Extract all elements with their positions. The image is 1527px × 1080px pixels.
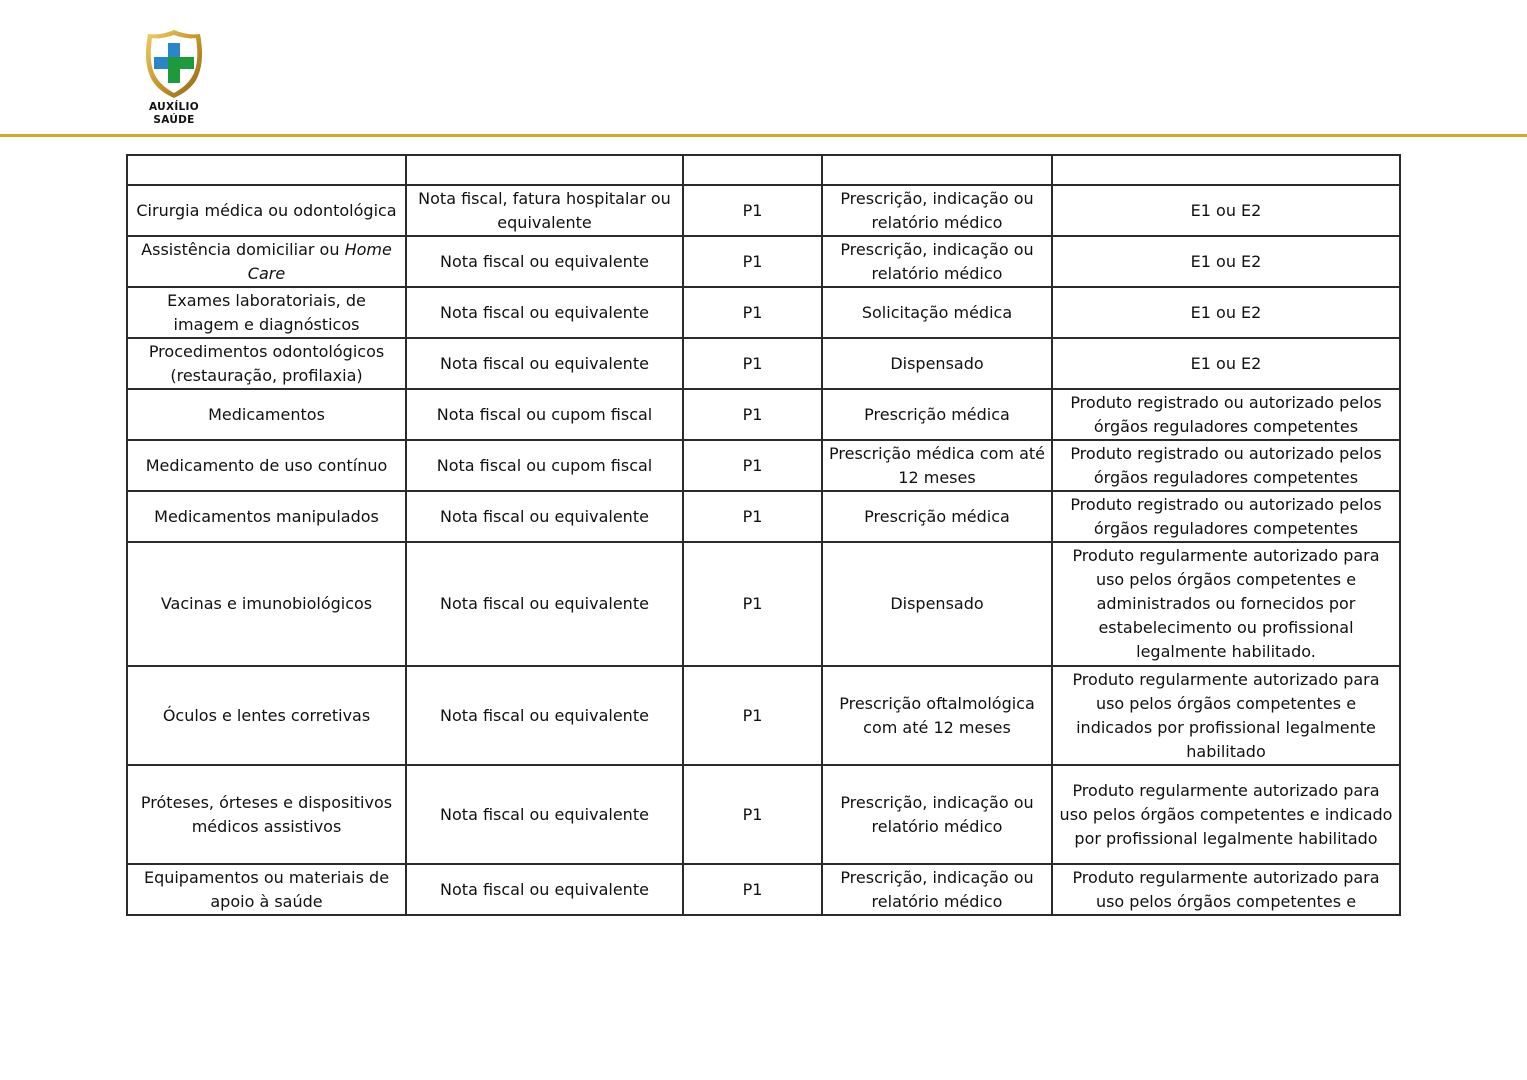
extra-requirement-cell: Produto regularmente autorizado para uso pelos órgãos competentes e — [1052, 864, 1400, 915]
proof-code-cell: P1 — [683, 338, 822, 389]
table-row — [127, 542, 1400, 666]
header-cell — [683, 155, 822, 185]
document-cell: Nota fiscal ou equivalente — [406, 236, 683, 287]
header-divider — [0, 134, 1527, 137]
proof-code-cell: P1 — [683, 765, 822, 864]
table-row — [127, 287, 1400, 338]
extra-requirement-cell: Produto regularmente autorizado para uso pelos órgãos competentes e indicado por profissional legalmente habilitado — [1052, 765, 1400, 864]
expense-type-cell: Próteses, órteses e dispositivos médicos assistivos — [127, 765, 406, 864]
document-cell: Nota fiscal ou equivalente — [406, 864, 683, 915]
table-row — [127, 389, 1400, 440]
proof-code-cell: P1 — [683, 185, 822, 236]
logo-text-line1: AUXÍLIO — [149, 101, 199, 113]
proof-code-cell: P1 — [683, 440, 822, 491]
medical-cross-shield-icon — [140, 28, 208, 100]
table-row — [127, 338, 1400, 389]
document-cell: Nota fiscal ou equivalente — [406, 542, 683, 666]
requirement-cell: Prescrição, indicação ou relatório médico — [822, 765, 1052, 864]
document-cell: Nota fiscal ou equivalente — [406, 491, 683, 542]
proof-code-cell: P1 — [683, 287, 822, 338]
requirement-cell: Dispensado — [822, 542, 1052, 666]
expense-type-text: Assistência domiciliar ou — [141, 239, 345, 259]
expense-type-cell: Procedimentos odontológicos (restauração, profilaxia) — [127, 338, 406, 389]
document-cell: Nota fiscal ou cupom fiscal — [406, 389, 683, 440]
document-cell: Nota fiscal, fatura hospitalar ou equivalente — [406, 185, 683, 236]
document-cell: Nota fiscal ou equivalente — [406, 765, 683, 864]
header-cell — [406, 155, 683, 185]
table-row — [127, 236, 1400, 287]
expense-type-cell — [127, 236, 406, 287]
requirement-cell: Prescrição médica — [822, 389, 1052, 440]
page-header — [0, 0, 1527, 136]
expense-type-cell: Medicamentos — [127, 389, 406, 440]
requirement-cell: Prescrição, indicação ou relatório médico — [822, 864, 1052, 915]
extra-requirement-cell: E1 ou E2 — [1052, 185, 1400, 236]
expense-type-cell: Exames laboratoriais, de imagem e diagnósticos — [127, 287, 406, 338]
proof-code-cell: P1 — [683, 236, 822, 287]
document-cell: Nota fiscal ou cupom fiscal — [406, 440, 683, 491]
proof-code-cell: P1 — [683, 666, 822, 765]
document-cell: Nota fiscal ou equivalente — [406, 287, 683, 338]
proof-code-cell: P1 — [683, 491, 822, 542]
extra-requirement-cell: Produto registrado ou autorizado pelos órgãos reguladores competentes — [1052, 440, 1400, 491]
requirement-cell: Prescrição médica com até 12 meses — [822, 440, 1052, 491]
extra-requirement-cell: Produto registrado ou autorizado pelos órgãos reguladores competentes — [1052, 389, 1400, 440]
table-row — [127, 666, 1400, 765]
reimbursement-requirements-table — [126, 154, 1401, 916]
extra-requirement-cell: E1 ou E2 — [1052, 338, 1400, 389]
table-row — [127, 185, 1400, 236]
document-cell: Nota fiscal ou equivalente — [406, 338, 683, 389]
requirement-cell: Dispensado — [822, 338, 1052, 389]
table-row — [127, 864, 1400, 915]
requirement-cell: Prescrição, indicação ou relatório médico — [822, 185, 1052, 236]
extra-requirement-cell: E1 ou E2 — [1052, 236, 1400, 287]
expense-type-cell: Vacinas e imunobiológicos — [127, 542, 406, 666]
expense-type-cell: Cirurgia médica ou odontológica — [127, 185, 406, 236]
logo-text-line2: SAÚDE — [153, 114, 195, 126]
extra-requirement-cell: Produto regularmente autorizado para uso pelos órgãos competentes e indicados por profissional legalmente habilitado — [1052, 666, 1400, 765]
requirement-cell: Prescrição médica — [822, 491, 1052, 542]
requirement-cell: Prescrição, indicação ou relatório médico — [822, 236, 1052, 287]
expense-type-cell: Óculos e lentes corretivas — [127, 666, 406, 765]
header-cell — [127, 155, 406, 185]
proof-code-cell: P1 — [683, 542, 822, 666]
proof-code-cell: P1 — [683, 389, 822, 440]
auxilio-saude-logo — [140, 28, 208, 128]
extra-requirement-cell: E1 ou E2 — [1052, 287, 1400, 338]
table-row — [127, 491, 1400, 542]
expense-type-cell: Medicamentos manipulados — [127, 491, 406, 542]
table-row — [127, 440, 1400, 491]
expense-type-cell: Equipamentos ou materiais de apoio à saúde — [127, 864, 406, 915]
table-header-row — [127, 155, 1400, 185]
expense-type-italic-text: Home Care — [247, 239, 392, 283]
expense-type-cell: Medicamento de uso contínuo — [127, 440, 406, 491]
requirement-cell: Solicitação médica — [822, 287, 1052, 338]
requirement-cell: Prescrição oftalmológica com até 12 meses — [822, 666, 1052, 765]
document-cell: Nota fiscal ou equivalente — [406, 666, 683, 765]
extra-requirement-cell: Produto registrado ou autorizado pelos órgãos reguladores competentes — [1052, 491, 1400, 542]
proof-code-cell: P1 — [683, 864, 822, 915]
header-cell — [822, 155, 1052, 185]
table-row — [127, 765, 1400, 864]
extra-requirement-cell: Produto regularmente autorizado para uso pelos órgãos competentes e administrados ou fornecidos por estabelecimento ou profissional legalmente habilitado. — [1052, 542, 1400, 666]
header-cell — [1052, 155, 1400, 185]
